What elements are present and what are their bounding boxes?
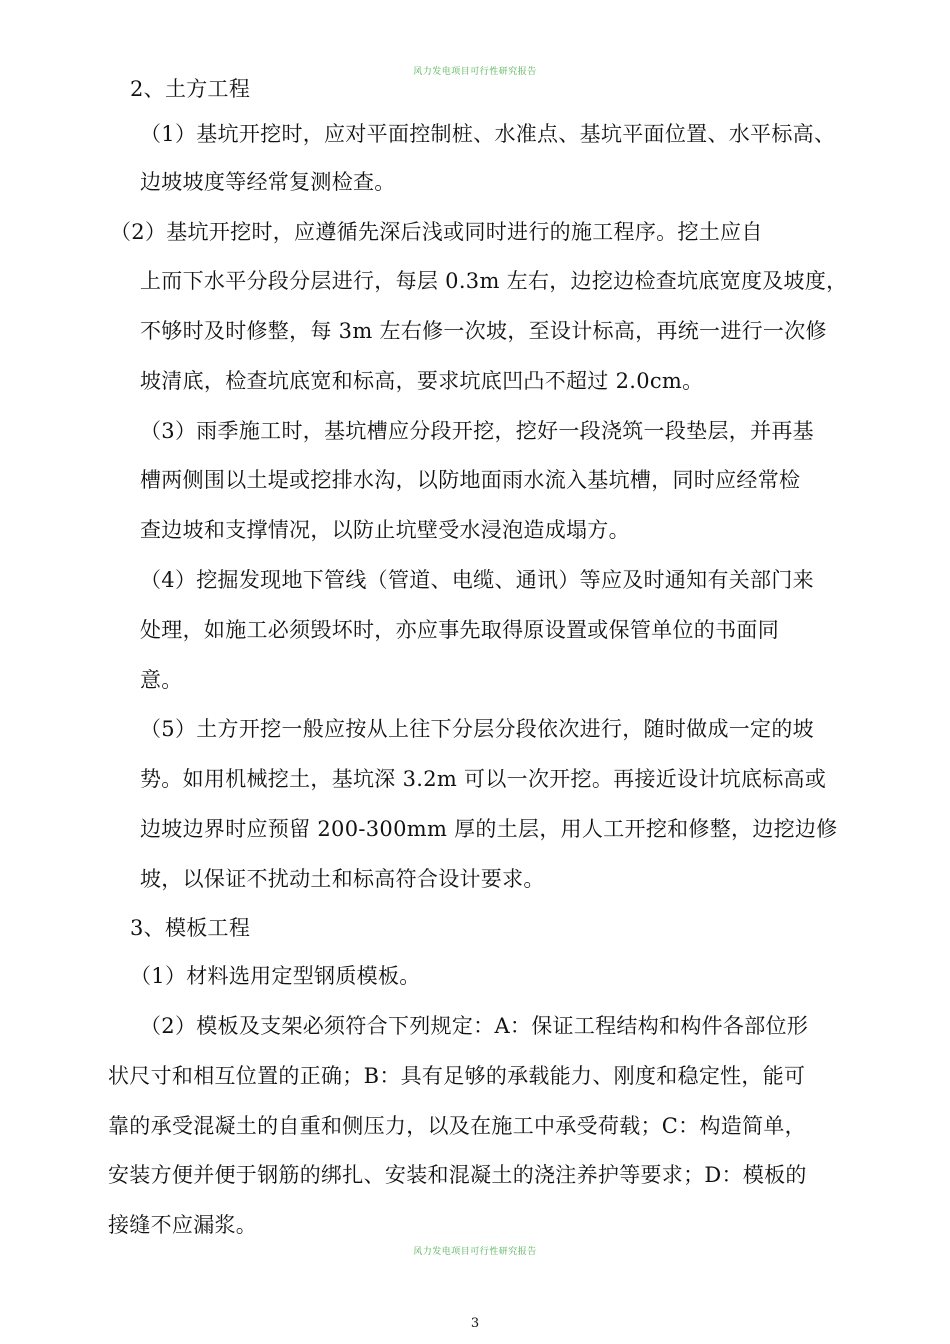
paragraph-line: 处理，如施工必须毁坏时，亦应事先取得原设置或保管单位的书面同 bbox=[140, 618, 779, 642]
paragraph-line: （2）基坑开挖时，应遵循先深后浅或同时进行的施工程序。挖土应自 bbox=[110, 220, 763, 244]
section-heading: 3、模板工程 bbox=[130, 916, 251, 940]
paragraph-line: 边坡边界时应预留 200-300mm 厚的土层，用人工开挖和修整，边挖边修 bbox=[140, 817, 838, 841]
paragraph-line: 槽两侧围以土堤或挖排水沟，以防地面雨水流入基坑槽，同时应经常检 bbox=[140, 468, 801, 492]
paragraph-line: 状尺寸和相互位置的正确；B：具有足够的承载能力、刚度和稳定性，能可 bbox=[108, 1064, 806, 1088]
paragraph-line: （4）挖掘发现地下管线（管道、电缆、通讯）等应及时通知有关部门来 bbox=[140, 568, 814, 592]
paragraph-line: 不够时及时修整，每 3m 左右修一次坡，至设计标高，再统一进行一次修 bbox=[140, 319, 827, 343]
paragraph-line: （1）材料选用定型钢质模板。 bbox=[130, 964, 421, 988]
paragraph-line: （5）土方开挖一般应按从上往下分层分段依次进行，随时做成一定的坡 bbox=[140, 717, 814, 741]
paragraph-line: （3）雨季施工时，基坑槽应分段开挖，挖好一段浇筑一段垫层，并再基 bbox=[140, 419, 814, 443]
paragraph-line: 查边坡和支撑情况，以防止坑壁受水浸泡造成塌方。 bbox=[140, 518, 630, 542]
paragraph-line: 边坡坡度等经常复测检查。 bbox=[140, 170, 396, 194]
page-header: 风力发电项目可行性研究报告 bbox=[413, 67, 537, 77]
paragraph-line: 势。如用机械挖土，基坑深 3.2m 可以一次开挖。再接近设计坑底标高或 bbox=[140, 767, 827, 791]
page-footer: 风力发电项目可行性研究报告 bbox=[413, 1247, 537, 1257]
paragraph-line: 坡，以保证不扰动土和标高符合设计要求。 bbox=[140, 867, 545, 891]
paragraph-line: 接缝不应漏浆。 bbox=[108, 1213, 258, 1237]
paragraph-line: 坡清底，检查坑底宽和标高，要求坑底凹凸不超过 2.0cm。 bbox=[140, 369, 704, 393]
paragraph-line: 靠的承受混凝土的自重和侧压力，以及在施工中承受荷载；C：构造简单， bbox=[108, 1114, 806, 1138]
section-heading: 2、土方工程 bbox=[130, 77, 251, 101]
paragraph-line: 上而下水平分段分层进行，每层 0.3m 左右，边挖边检查坑底宽度及坡度， bbox=[140, 269, 848, 293]
paragraph-line: （2）模板及支架必须符合下列规定：A：保证工程结构和构件各部位形 bbox=[140, 1014, 809, 1038]
paragraph-line: 意。 bbox=[140, 668, 183, 692]
paragraph-line: 安装方便并便于钢筋的绑扎、安装和混凝土的浇注养护等要求；D：模板的 bbox=[108, 1163, 807, 1187]
paragraph-line: （1）基坑开挖时，应对平面控制桩、水准点、基坑平面位置、水平标高、 bbox=[140, 122, 836, 146]
page-number: 3 bbox=[470, 1316, 480, 1331]
